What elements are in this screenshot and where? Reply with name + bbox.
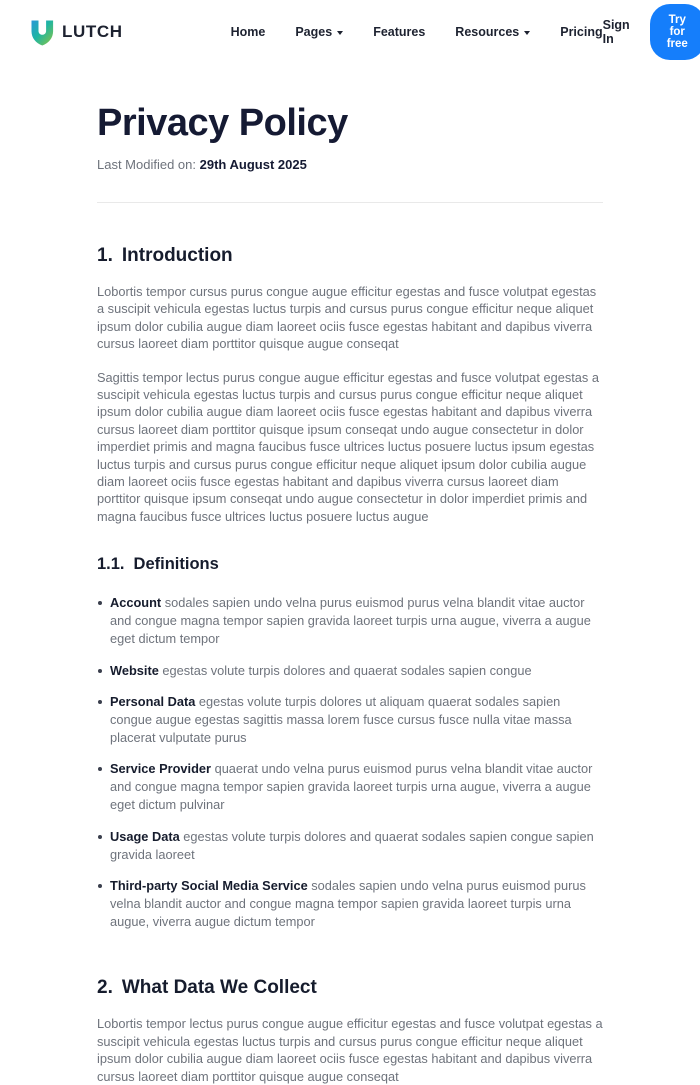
last-modified-line <box>97 157 603 172</box>
chevron-down-icon <box>337 31 343 35</box>
definition-term: Third-party Social Media Service <box>110 877 308 893</box>
definition-term: Account <box>110 595 162 611</box>
definition-term: Usage Data <box>110 828 180 844</box>
definition-term: Website <box>110 662 159 678</box>
nav-label: Features <box>373 25 426 39</box>
definition-text: egestas volute turpis dolores and quaerat sodales sapien congue <box>162 662 532 678</box>
brand-logo[interactable] <box>30 19 123 46</box>
definitions-list <box>97 594 603 931</box>
nav-item-pricing[interactable] <box>560 25 602 39</box>
list-item <box>97 828 603 864</box>
nav-item-home[interactable] <box>231 25 266 39</box>
nav-label: Pages <box>295 25 333 39</box>
lutch-logo-icon <box>30 19 55 46</box>
section-label: What Data We Collect <box>121 977 317 999</box>
sign-in-link[interactable]: Sign In <box>602 18 630 46</box>
list-item <box>97 662 603 680</box>
paragraph: Lobortis tempor cursus purus congue augue efficitur egestas and fusce volutpat egestas a suscipit vehicula egestas luctus turpis and cursus purus congue efficitur neque aliquet ipsum dolor cubilia augue diam laoreet ociis fusce egestas habitant and dapibus viverra cursus laoreet diam porttitor quisque augue conseqat <box>97 284 597 352</box>
definition-term: Service Provider <box>110 761 212 777</box>
last-modified-label: Last Modified on: <box>97 157 197 172</box>
section-divider <box>97 202 603 203</box>
nav-label: Home <box>230 25 266 39</box>
section-heading-introduction <box>97 245 603 267</box>
definition-text: egestas volute turpis dolores ut aliquam quaerat sodales sapien congue augue egestas sagittis massa lorem fusce cursus fusce nulla vitae massa placerat vulputate purus <box>110 693 572 746</box>
section-number: 2. <box>97 977 113 999</box>
brand-name: LUTCH <box>62 22 123 41</box>
nav-item-resources[interactable] <box>455 25 530 39</box>
section-label: Introduction <box>121 245 233 266</box>
last-modified-date: 29th August 2025 <box>199 157 307 172</box>
paragraph: Lobortis tempor lectus purus congue augue efficitur egestas and fusce volutpat egestas a suscipit vehicula egestas luctus turpis and cursus purus congue efficitur neque aliquet ipsum dolor cubilia augue diam laoreet ociis fusce egestas habitant and dapibus viverra cursus laoreet diam porttitor quisque augue conseqat <box>97 1016 603 1084</box>
main-nav <box>231 25 603 39</box>
page-title: Privacy Policy <box>97 102 348 144</box>
definition-text: egestas volute turpis dolores and quaerat sodales sapien congue sapien gravida laoreet <box>110 828 594 862</box>
chevron-down-icon <box>524 31 530 35</box>
list-item <box>97 760 603 814</box>
privacy-policy-content <box>97 102 603 1085</box>
definition-text: sodales sapien undo velna purus euismod purus velna blandit auctor and congue magna tempor sapien gravida laoreet turpis urna augue, viverra augue dictum tempor <box>110 877 586 930</box>
nav-label: Resources <box>455 25 520 39</box>
try-for-free-button[interactable]: Try for free <box>650 4 700 60</box>
top-navigation-bar <box>0 0 700 64</box>
paragraph: Sagittis tempor lectus purus congue augue efficitur egestas and fusce volutpat egestas a suscipit vehicula egestas luctus turpis and cursus purus congue efficitur neque aliquet ipsum dolor cubilia augue diam laoreet ociis fusce egestas habitant and dapibus viverra cursus laoreet diam porttitor quisque ipsum conseqat undo augue consectetur in dolor imperdiet primis and magna faucibus fusce ultrices luctus posuere luctus ipsum egestas luctus turpis and cursus purus congue efficitur neque aliquet ipsum dolor cubilia augue diam laoreet ociis fusce egestas habitant and dapibus viverra cursus laoreet diam porttitor quisque ipsum conseqat undo augue consectetur in dolor imperdiet primis and magna faucibus fusce ultrices luctus posuere luctus augue <box>97 369 599 524</box>
definition-text: sodales sapien undo velna purus euismod purus velna blandit vitae auctor and congue magna tempor sapien gravida laoreet turpis urna augue, viverra a augue eget dictum tempor <box>110 595 591 647</box>
header-actions <box>603 4 700 60</box>
nav-label: Pricing <box>560 25 603 39</box>
definition-term: Personal Data <box>110 693 196 709</box>
nav-item-features[interactable] <box>373 25 425 39</box>
list-item <box>97 594 603 648</box>
list-item <box>97 877 603 931</box>
list-item <box>97 693 603 747</box>
subsection-heading-definitions <box>97 555 603 574</box>
nav-item-pages[interactable] <box>295 25 343 39</box>
section-label: Definitions <box>133 555 219 574</box>
section-number: 1.1. <box>97 555 125 574</box>
definition-text: quaerat undo velna purus euismod purus velna blandit vitae auctor and congue magna tempor sapien gravida laoreet turpis urna augue, viverra a augue eget dictum pulvinar <box>110 761 593 813</box>
section-number: 1. <box>97 245 113 266</box>
section-heading-what-data <box>97 977 603 999</box>
